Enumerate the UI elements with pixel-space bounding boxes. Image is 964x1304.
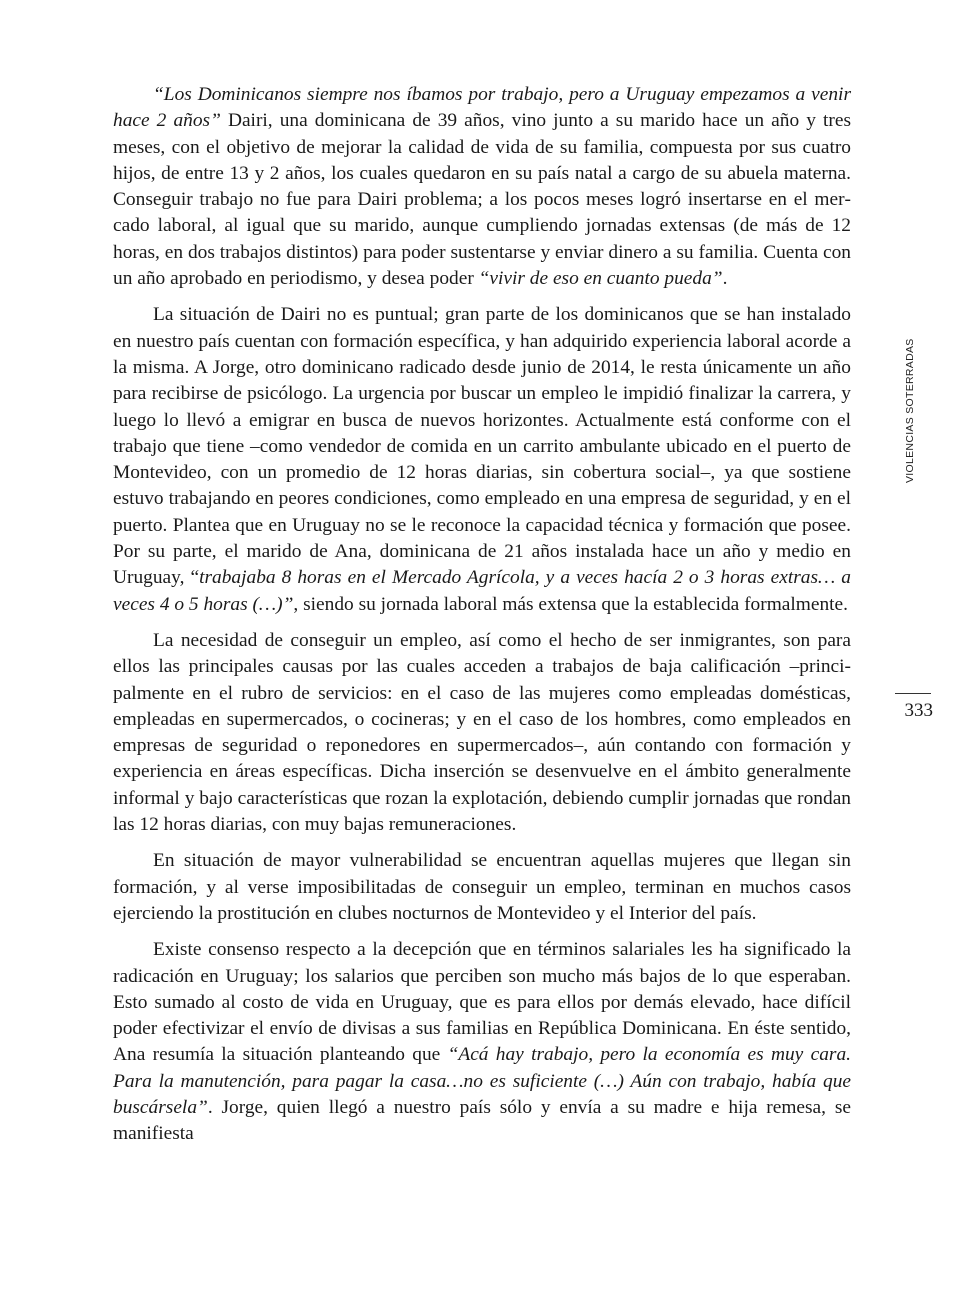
quote-text: trabajaba 8 horas en el Mercado Agrícola, y a veces hacía 2 o 3 horas extras… a veces 4 o 5 horas (…)”	[113, 567, 851, 615]
page-number-rule	[895, 693, 931, 694]
paragraph-text: Existe consenso respecto a la decepción que en términos salariales les ha significado la radicación en Uruguay; los salarios que perciben son mucho más bajos de lo que esperaban. Esto sumado al costo de vida en Uruguay, que es para ellos por demás elevado, hace difícil poder efectivizar el envío de divisas a sus familias en República Dominicana. En éste sentido, Ana resumía la situación planteando que	[113, 939, 851, 1066]
quote-text: “vivir de eso en cuanto pueda”	[478, 268, 723, 290]
paragraph	[113, 937, 851, 1147]
paragraph	[113, 82, 851, 292]
page-number: 333	[904, 700, 933, 721]
paragraph-text: La situación de Dairi no es puntual; gran parte de los dominicanos que se han instalado en nuestro país cuentan con formación específica, y han adquirido experiencia laboral acorde a la misma. A Jorge, otro dominicano radicado desde junio de 2014, le resta únicamente un año para recibirse de psicólogo. La urgencia por buscar un empleo le impidió finalizar la carrera, y luego lo llevó a emigrar en busca de nuevos horizontes. Actualmente está conforme con el trabajo que tiene –como vendedor de comida en un carrito ambulante ubicado en el puerto de Montevideo, con un promedio de 12 horas diarias, sin cobertura social–, ya que sostiene estuvo trabajando en peores condiciones, como empleado en una empresa de seguridad, y en el puerto. Plantea que en Uruguay no se le reconoce la capacidad técnica y formación que posee. Por su parte, el marido de Ana, dominicana de 21 años instalada hace un año y medio en Uruguay, “	[113, 304, 851, 589]
running-header: VIOLENCIAS SOTERRADAS	[904, 338, 916, 483]
paragraph-text: . Jorge, quien llegó a nuestro país sólo y envía a su madre e hija remesa, se manifiesta	[113, 1096, 851, 1145]
paragraph-text: La necesidad de conseguir un empleo, así como el hecho de ser inmigrantes, son para ellos las principales causas por las cuales acceden a trabajos de baja calificación –principalmente en el rubro de servicios: en el caso de las mujeres como empleadas domésticas, empleadas en supermercados, o cocineras; y en el caso de los hombres, como empleados en empresas de seguridad o reponedores en supermercados–, aún contando con formación y experiencia en áreas específicas. Dicha inserción se desenvuelve en el ámbito generalmente informal y bajo características que rozan la explotación, debiendo cumplir jornadas que rondan las 12 horas diarias, con muy bajas remuneraciones.	[113, 629, 851, 836]
paragraph-text: , siendo su jornada laboral más extensa que la establecida formalmente.	[293, 593, 849, 615]
paragraph	[113, 848, 851, 927]
paragraph	[113, 628, 851, 838]
paragraph-text: .	[722, 268, 728, 290]
paragraph-text: En situación de mayor vulnerabilidad se encuentran aquellas mujeres que llegan sin formación, y al verse imposibilitadas de conseguir un empleo, terminan en muchos casos ejerciendo la prostitución en clubes nocturnos de Montevideo y el Interior del país.	[113, 850, 851, 924]
body-text	[113, 82, 851, 1158]
paragraph-text: Dairi, una dominicana de 39 años, vino junto a su marido hace un año y tres meses, con el objetivo de mejorar la calidad de vida de su familia, compuesta por sus cuatro hijos, de entre 13 y 2 años, los cuales quedaron en su país natal a cargo de su abuela materna. Conseguir trabajo no fue para Dairi problema; a los pocos meses logró insertarse en el mercado laboral, al igual que su marido, aunque cumpliendo jornadas extensas (de más de 12 horas, en dos trabajos distintos) para poder sustentarse y enviar dinero a su familia. Cuenta con un año aprobado en periodismo, y desea poder	[113, 110, 851, 290]
paragraph	[113, 302, 851, 618]
quote-text: “Los Dominicanos siempre nos íbamos por trabajo, pero a Uruguay empezamos a venir hace 2 años”	[113, 84, 851, 132]
quote-text: “Acá hay trabajo, pero la economía es muy cara. Para la manutención, para pagar la casa…no es suficiente (…) Aún con trabajo, había que buscársela”	[113, 1044, 851, 1118]
